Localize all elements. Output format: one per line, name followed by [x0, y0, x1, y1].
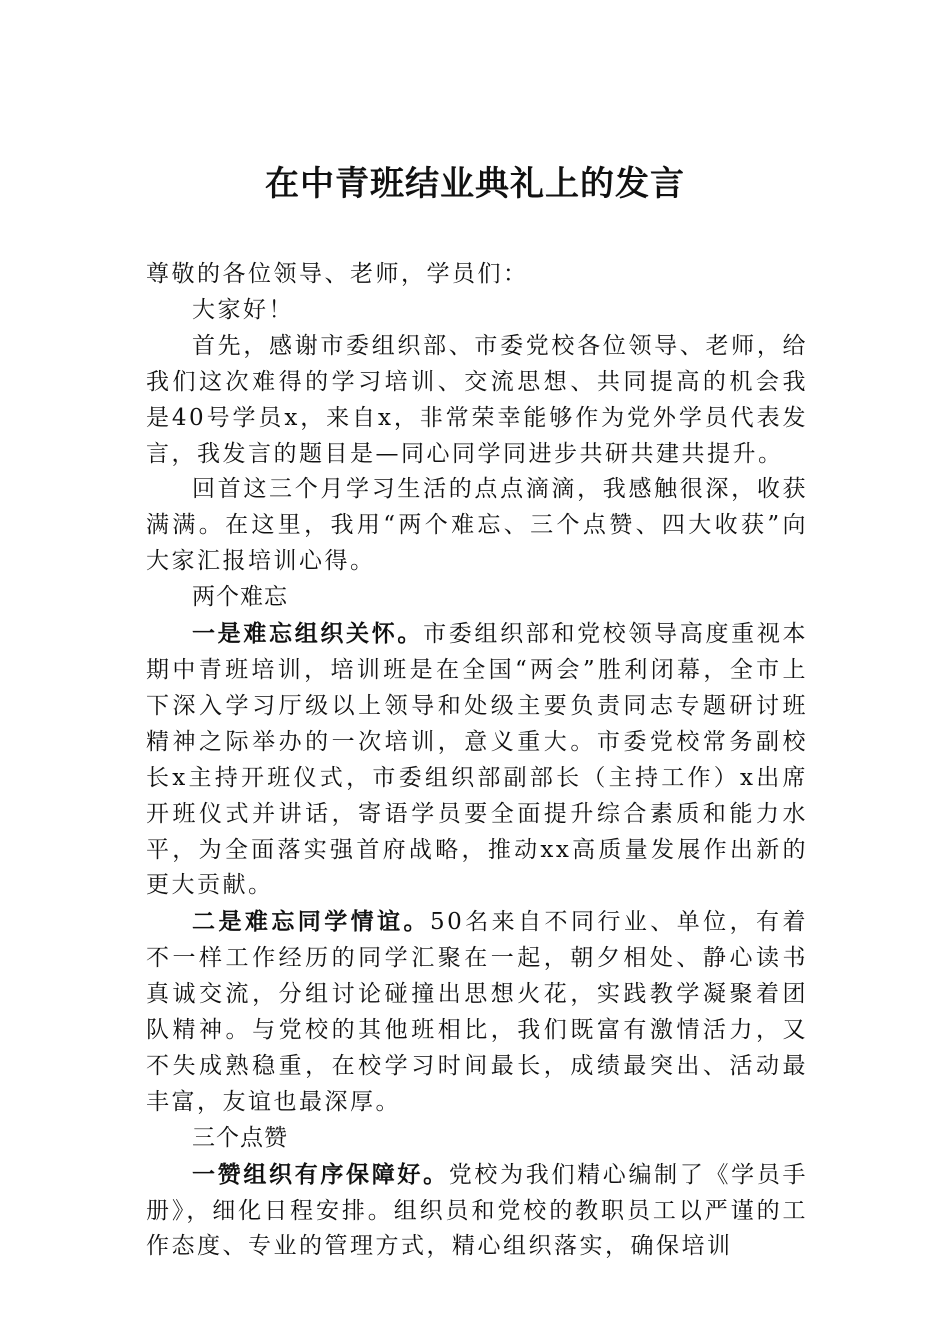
document-title: 在中青班结业典礼上的发言 [265, 164, 685, 204]
paragraph-text: 市委组织部和党校领导高度重视本期中青班培训，培训班是在全国“两会”胜利闭幕，全市上下深入学习厅级以上领导和处级主要负责同志专题研讨班精神之际举办的一次培训，意义重大。市委党校常务副校长x主持开班仪式，市委组织部副部长（主持工作）x出席开班仪式并讲话，寄语学员要全面提升综合素质和能力水平，为全面落实强首府战略，推动xx高质量发展作出新的更大贡献。 [146, 621, 809, 899]
paragraph-organization-support [146, 1157, 808, 1266]
paragraph-intro: 首先，感谢市委组织部、市委党校各位领导、老师，给我们这次难得的学习培训、交流思想、共同提高的机会我是40号学员x，来自x，非常荣幸能够作为党外学员代表发言，我发言的题目是—同心同学同进步共研共建共提升。 [146, 332, 808, 467]
paragraph-text: 党校为我们精心编制了《学员手册》，细化日程安排。组织员和党校的教职员工以严谨的工作态度、专业的管理方式，精心组织落实，确保培训 [146, 1161, 809, 1260]
paragraph-text: 50名来自不同行业、单位，有着不一样工作经历的同学汇聚在一起，朝夕相处、静心读书真诚交流，分组讨论碰撞出思想火花，实践教学凝聚着团队精神。与党校的其他班相比，我们既富有激情活力，又不失成熟稳重，在校学习时间最长，成绩最突出、活动最丰富，友谊也最深厚。 [146, 909, 808, 1115]
section-heading-three-praises: 三个点赞 [192, 1124, 288, 1151]
paragraph-lead: 二是难忘同学情谊。 [192, 908, 430, 936]
paragraph-review: 回首这三个月学习生活的点点滴滴，我感触很深，收获满满。在这里，我用“两个难忘、三个点赞、四大收获”向大家汇报培训心得。 [146, 476, 808, 575]
section-heading-two-memories: 两个难忘 [192, 584, 288, 611]
greeting: 大家好！ [192, 296, 294, 323]
paragraph-lead: 一是难忘组织关怀。 [192, 620, 424, 648]
paragraph-classmate-friendship [146, 904, 808, 1120]
document-body [146, 257, 808, 1265]
salutation: 尊敬的各位领导、老师，学员们： [146, 261, 529, 287]
paragraph-organization-care [146, 616, 808, 904]
paragraph-lead: 一赞组织有序保障好。 [192, 1160, 449, 1188]
